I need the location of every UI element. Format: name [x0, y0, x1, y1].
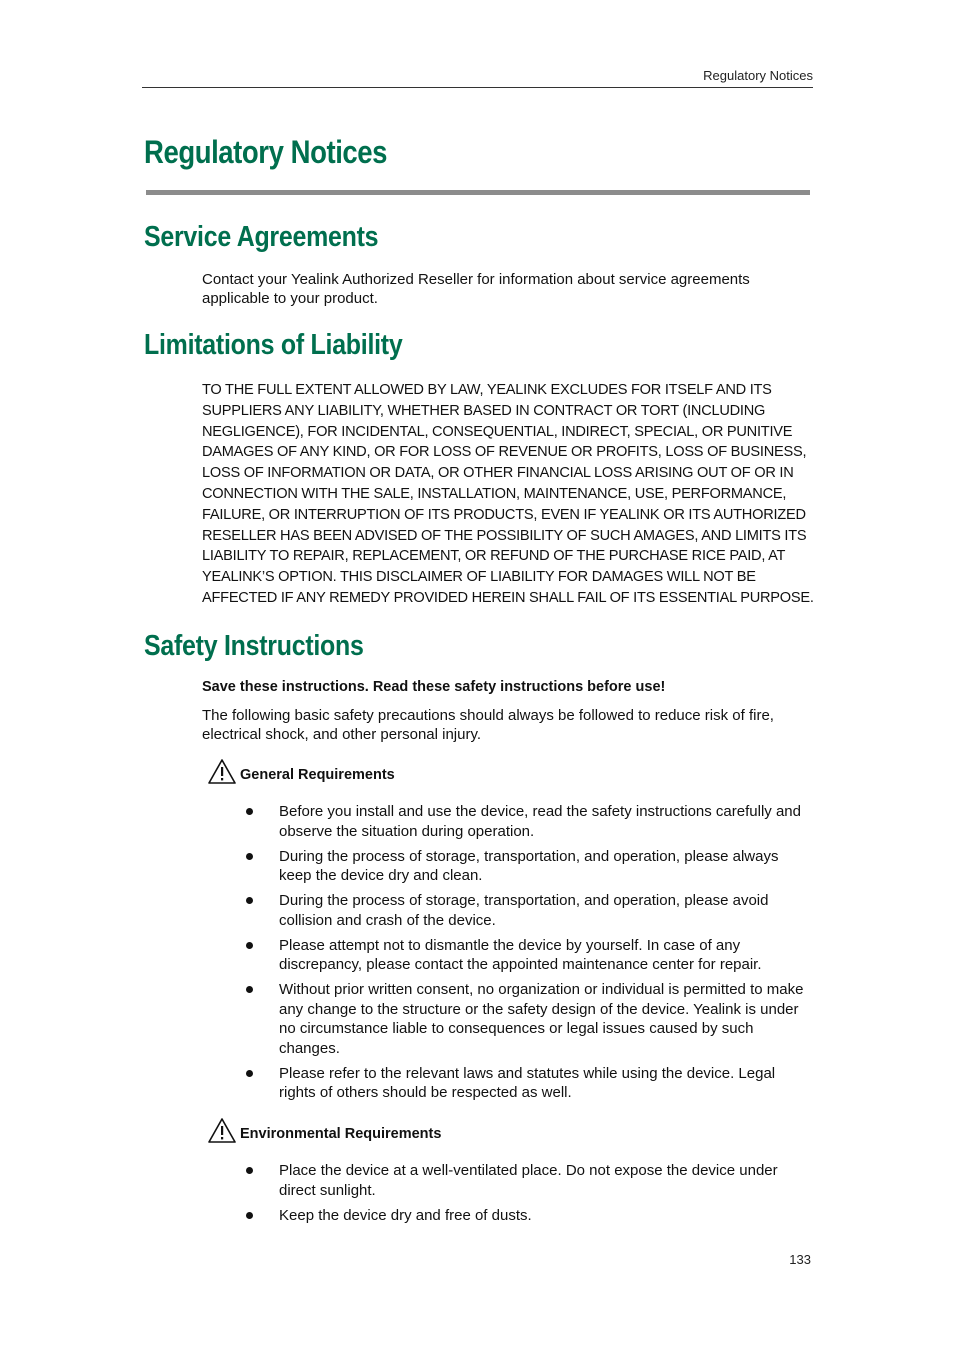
bullet-dot [246, 897, 253, 904]
environmental-requirements-label: Environmental Requirements [240, 1126, 442, 1142]
safety-intro: The following basic safety precautions should always be followed to reduce risk of fire, electrical shock, and other personal injury. [202, 707, 774, 743]
list-item-text: Place the device at a well-ventilated place. Do not expose the device under direct sunlight. [279, 1162, 778, 1199]
list-item-text: Please attempt not to dismantle the device by yourself. In case of any discrepancy, please contact the appointed maintenance center for repair. [279, 936, 762, 973]
bullet-dot [246, 1070, 253, 1077]
list-item-text: Without prior written consent, no organization or individual is permitted to make any change to the structure or the safety design of the device. Yealink is under no circumstance liable to consequences or legal issues caused by such changes. [279, 981, 804, 1057]
bullet-dot [246, 808, 253, 815]
chapter-title: Regulatory Notices [144, 134, 388, 170]
environmental-requirements-list [244, 1161, 814, 1231]
list-item [244, 1161, 814, 1200]
list-item-text: Before you install and use the device, read the safety instructions carefully and observe the situation during operation. [279, 803, 801, 840]
bullet-dot [246, 853, 253, 860]
bullet-dot [246, 1212, 253, 1219]
list-item [244, 847, 814, 886]
list-item [244, 1064, 814, 1103]
bullet-dot [246, 986, 253, 993]
list-item [244, 980, 814, 1058]
page-number: 133 [789, 1252, 811, 1267]
warning-icon [208, 758, 236, 784]
warning-icon [208, 1117, 236, 1143]
list-item [244, 1206, 814, 1226]
general-requirements-label: General Requirements [240, 767, 395, 783]
section-title-safety-instructions: Safety Instructions [144, 630, 364, 662]
chapter-rule [146, 190, 810, 195]
service-agreements-text: Contact your Yealink Authorized Reseller for information about service agreements applicable to your product. [202, 271, 750, 307]
section-title-service-agreements: Service Agreements [144, 221, 379, 253]
list-item-text: Please refer to the relevant laws and statutes while using the device. Legal rights of others should be respected as well. [279, 1064, 776, 1101]
list-item-text: During the process of storage, transportation, and operation, please avoid collision and crash of the device. [279, 892, 769, 929]
list-item [244, 802, 814, 841]
bullet-dot [246, 942, 253, 949]
list-item-text: During the process of storage, transportation, and operation, please always keep the device dry and clean. [279, 847, 779, 884]
safety-lead: Save these instructions. Read these safety instructions before use! [202, 679, 666, 695]
list-item [244, 936, 814, 975]
list-item [244, 891, 814, 930]
running-header: Regulatory Notices [142, 67, 813, 88]
general-requirements-list [244, 802, 814, 1108]
liability-text: TO THE FULL EXTENT ALLOWED BY LAW, YEALINK EXCLUDES FOR ITSELF AND ITS SUPPLIERS ANY LIABILITY, WHETHER BASED IN CONTRACT OR TORT (INCLUDING NEGLIGENCE), FOR INCIDENTAL, CONSEQUENTIAL, INDIRECT, SPECIAL, OR PUNITIVE DAMAGES OF ANY KIND, OR FOR LOSS OF REVENUE OR PROFITS, LOSS OF BUSINESS, LOSS OF INFORMATION OR DATA, OR OTHER FINANCIAL LOSS ARISING OUT OF OR IN CONNECTION WITH THE SALE, INSTALLATION, MAINTENANCE, USE, PERFORMANCE, FAILURE, OR INTERRUPTION OF ITS PRODUCTS, EVEN IF YEALINK OR ITS AUTHORIZED RESELLER HAS BEEN ADVISED OF THE POSSIBILITY OF SUCH AMAGES, AND LIMITS ITS LIABILITY TO REPAIR, REPLACEMENT, OR REFUND OF THE PURCHASE RICE PAID, AT YEALINK’S OPTION. THIS DISCLAIMER OF LIABILITY FOR DAMAGES WILL NOT BE AFFECTED IF ANY REMEDY PROVIDED HEREIN SHALL FAIL OF ITS ESSENTIAL PURPOSE. [202, 382, 814, 606]
general-requirements-heading [208, 756, 395, 784]
bullet-dot [246, 1167, 253, 1174]
environmental-requirements-heading [208, 1115, 441, 1143]
section-title-limitations-of-liability: Limitations of Liability [144, 329, 403, 361]
list-item-text: Keep the device dry and free of dusts. [279, 1206, 532, 1224]
